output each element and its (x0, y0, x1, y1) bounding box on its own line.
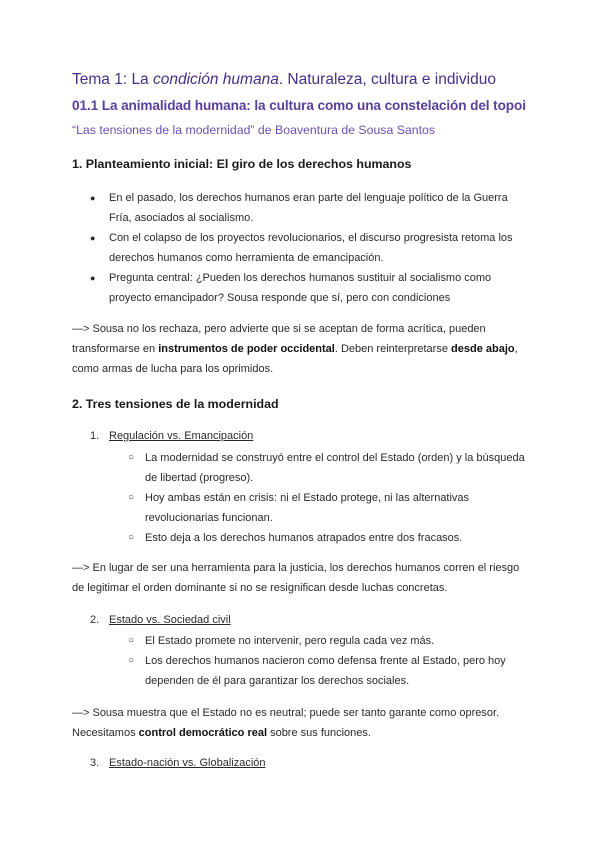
item1-note: —> En lugar de ser una herramienta para la justicia, los derechos humanos corren el riesgo de legitimar el orden dominante si no se resignifican desde luchas concretas. (72, 562, 520, 594)
item-number: 2. (90, 614, 100, 626)
document-title (72, 71, 496, 89)
item-title: Regulación vs. Emancipación (109, 430, 254, 442)
sub-text: El Estado promete no intervenir, pero regula cada vez más. (145, 635, 435, 647)
numbered-item-3 (90, 757, 266, 769)
list-item (0, 188, 529, 228)
note-text: . Deben reinterpretarse (334, 343, 452, 355)
list-item (0, 268, 529, 308)
note-text: —> Sousa no los rechaza, pero advierte que si se aceptan de forma acrítica, pueden transformarse en (72, 323, 486, 355)
document-subtitle: 01.1 La animalidad humana: la cultura como una constelación del topoi (72, 98, 526, 113)
item2-note (72, 703, 532, 743)
sub-text: La modernidad se construyó entre el control del Estado (orden) y la búsqueda de libertad (progreso). (145, 452, 525, 484)
section1-note (72, 319, 532, 379)
bullet-icon: ● (90, 273, 96, 283)
item-number: 1. (90, 430, 100, 442)
list-item (0, 448, 527, 488)
circle-bullet-icon: ○ (128, 492, 135, 503)
note-text: —> Sousa muestra que el Estado no es neutral; puede ser tanto garante como opresor. Necesitamos (72, 707, 500, 739)
note-bold: desde abajo (451, 343, 515, 355)
item2-sublist (0, 631, 600, 691)
section1-bullet-list (0, 188, 600, 308)
sub-text: Hoy ambas están en crisis: ni el Estado protege, ni las alternativas revolucionarias funcionan. (145, 492, 470, 524)
item-title: Estado vs. Sociedad civil (109, 614, 231, 626)
item-title: Estado-nación vs. Globalización (109, 757, 266, 769)
bullet-text: Con el colapso de los proyectos revolucionarios, el discurso progresista retoma los derechos humanos como herramienta de emancipación. (109, 232, 513, 264)
section2-heading: 2. Tres tensiones de la modernidad (72, 397, 279, 411)
bullet-icon: ● (90, 193, 96, 203)
note-text: , como armas de lucha para los oprimidos. (72, 343, 518, 375)
list-item (0, 651, 527, 691)
note-bold: instrumentos de poder occidental (158, 343, 335, 355)
bullet-icon: ● (90, 233, 96, 243)
item1-sublist (0, 448, 600, 548)
note-text: sobre sus funciones. (267, 727, 371, 739)
title-emphasis: condición humana (153, 71, 279, 88)
list-item (0, 488, 527, 528)
bullet-text: Pregunta central: ¿Pueden los derechos humanos sustituir al socialismo como proyecto emancipador? Sousa responde que sí, pero con condiciones (109, 272, 492, 304)
source-reference: “Las tensiones de la modernidad” de Boaventura de Sousa Santos (72, 123, 435, 137)
section1-heading: 1. Planteamiento inicial: El giro de los derechos humanos (72, 157, 412, 171)
circle-bullet-icon: ○ (128, 452, 135, 463)
note-bold: control democrático real (138, 727, 268, 739)
numbered-item-2 (90, 614, 231, 626)
item-number: 3. (90, 757, 100, 769)
title-suffix: . Naturaleza, cultura e individuo (278, 71, 496, 88)
list-item (0, 528, 527, 548)
bullet-text: En el pasado, los derechos humanos eran parte del lenguaje político de la Guerra Fría, asociados al socialismo. (109, 192, 508, 224)
sub-text: Los derechos humanos nacieron como defensa frente al Estado, pero hoy dependen de él para garantizar los derechos sociales. (145, 655, 506, 687)
list-item (0, 228, 529, 268)
numbered-item-1 (90, 430, 253, 442)
title-prefix: Tema 1: La (72, 71, 153, 88)
circle-bullet-icon: ○ (128, 655, 135, 666)
circle-bullet-icon: ○ (128, 635, 135, 646)
sub-text: Esto deja a los derechos humanos atrapados entre dos fracasos. (145, 532, 463, 544)
list-item (0, 631, 527, 651)
circle-bullet-icon: ○ (128, 532, 135, 543)
